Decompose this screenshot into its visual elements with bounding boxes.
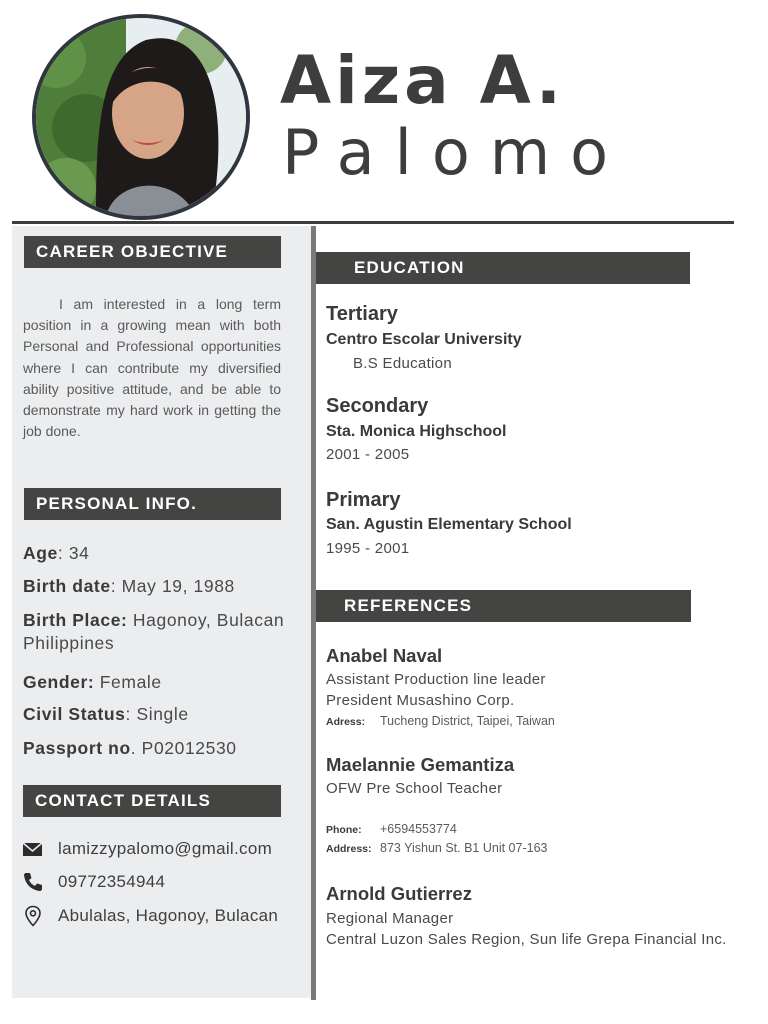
gender-field (23, 671, 303, 694)
ref3-position: Regional Manager (326, 910, 454, 927)
passport-value: P02012530 (141, 738, 237, 758)
gender-value: Female (99, 672, 162, 692)
email-text[interactable]: lamizzypalomo@gmail.com (58, 839, 273, 858)
passport-label: Passport no (23, 738, 131, 758)
ref1-address: Tucheng District, Taipei, Taiwan (380, 714, 555, 728)
career-objective-heading: CAREER OBJECTIVE (24, 236, 281, 268)
birth-place-field (23, 609, 303, 655)
first-name: Aiza A. (280, 42, 566, 119)
education-primary-school: San. Agustin Elementary School (326, 516, 572, 533)
ref3-name: Arnold Gutierrez (326, 883, 472, 904)
ref1-address-row (326, 714, 555, 728)
education-secondary-school: Sta. Monica Highschool (326, 423, 507, 440)
phone-icon (22, 871, 44, 893)
civil-status-value: Single (136, 704, 189, 724)
age-label: Age (23, 543, 58, 563)
education-primary-level: Primary (326, 489, 401, 511)
birth-date-label: Birth date (23, 576, 111, 596)
birth-date-field: Birth date: May 19, 1988 (23, 576, 235, 596)
age-field: Age: 34 (23, 543, 90, 563)
ref1-address-label: Adress: (326, 716, 366, 728)
ref2-address-row (326, 841, 547, 855)
contact-details-heading: CONTACT DETAILS (23, 785, 281, 817)
contact-email (22, 837, 307, 861)
education-tertiary-level: Tertiary (326, 303, 398, 325)
ref1-position: Assistant Production line leader (326, 671, 546, 688)
gender-label: Gender: (23, 672, 95, 692)
birth-place-value: Hagonoy, Bulacan Philippines (23, 610, 285, 653)
passport-field: Passport no. P02012530 (23, 738, 237, 758)
contact-phone (22, 870, 307, 894)
profile-photo (32, 14, 250, 220)
references-heading: REFERENCES (316, 590, 691, 622)
personal-info-heading: PERSONAL INFO. (24, 488, 281, 520)
envelope-icon (22, 838, 44, 860)
age-value: 34 (68, 543, 90, 563)
civil-status-field: Civil Status: Single (23, 704, 189, 724)
last-name: Palomo (282, 116, 629, 189)
ref2-address-label: Address: (326, 843, 372, 855)
header-rule (12, 221, 734, 224)
education-primary-years: 1995 - 2001 (326, 540, 410, 557)
ref2-name: Maelannie Gemantiza (326, 754, 515, 775)
ref2-phone-row (326, 822, 457, 836)
ref3-company: Central Luzon Sales Region, Sun life Grepa Financial Inc. (326, 931, 727, 948)
ref2-position: OFW Pre School Teacher (326, 780, 503, 797)
ref1-name: Anabel Naval (326, 645, 443, 666)
birth-place-label: Birth Place: (23, 610, 128, 630)
education-tertiary-school: Centro Escolar University (326, 331, 522, 348)
birth-date-value: May 19, 1988 (121, 576, 235, 596)
location-pin-icon (22, 905, 44, 927)
education-secondary-level: Secondary (326, 395, 429, 417)
ref1-company: President Musashino Corp. (326, 692, 515, 709)
ref2-phone-label: Phone: (326, 824, 362, 836)
address-text: Abulalas, Hagonoy, Bulacan (58, 906, 279, 925)
civil-status-label: Civil Status (23, 704, 126, 724)
phone-text[interactable]: 09772354944 (58, 872, 166, 891)
contact-address (22, 904, 307, 928)
education-heading: EDUCATION (316, 252, 690, 284)
education-secondary-years: 2001 - 2005 (326, 446, 410, 463)
education-tertiary-detail: B.S Education (353, 355, 452, 372)
career-objective-text: I am interested in a long term position in a growing mean with both Personal and Professional opportunities where I can contribute my diversified ability positive attitude, and be able to demonstrate my hard work in getting the job done. (23, 296, 281, 440)
ref2-phone: +6594553774 (380, 822, 457, 836)
ref2-address: 873 Yishun St. B1 Unit 07-163 (380, 841, 548, 855)
